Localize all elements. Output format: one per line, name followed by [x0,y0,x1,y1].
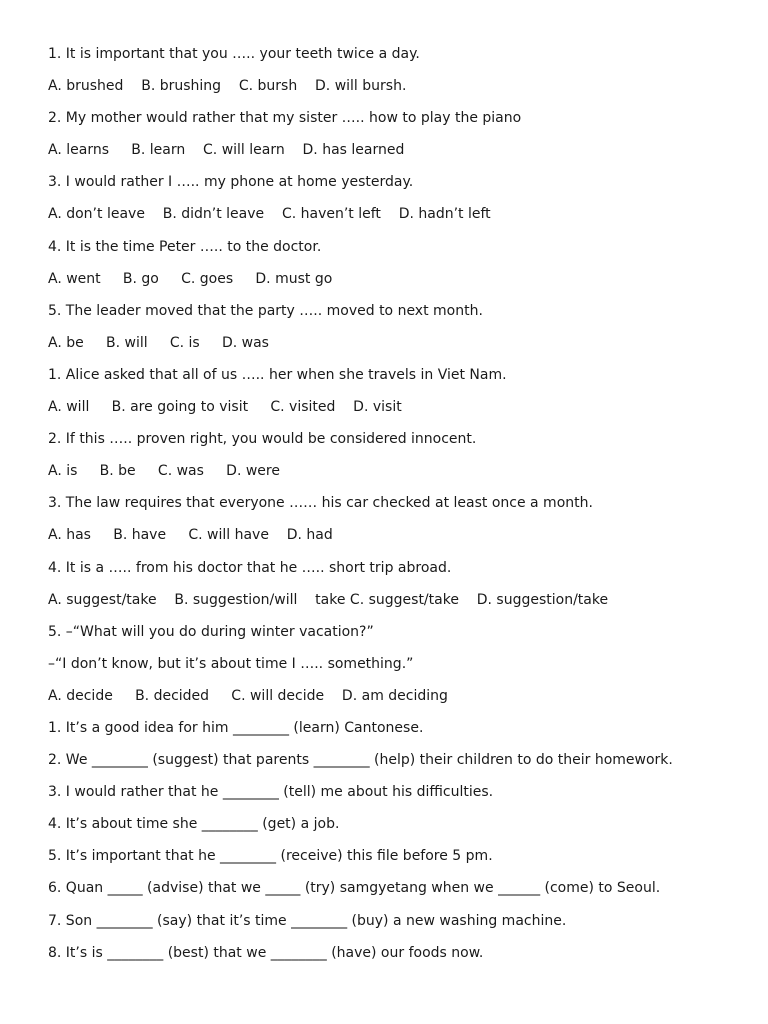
question-2-text: 2. My mother would rather that my sister ….. how to play the piano [48,110,522,127]
exercise-c1: 1. It’s a good idea for him ________ (learn) Cantonese. [48,719,424,736]
question-3-options: A. don’t leave B. didn’t leave C. haven’t left D. hadn’t left [48,206,491,223]
exercise-c8: 8. It’s is ________ (best) that we ________ (have) our foods now. [48,944,484,961]
exercise-c7: 7. Son ________ (say) that it’s time ________ (buy) a new washing machine. [48,912,567,929]
question-4-options: A. went B. go C. goes D. must go [48,270,333,287]
question-b5-text: 5. –“What will you do during winter vacation?” [48,623,374,640]
question-5-text: 5. The leader moved that the party ….. moved to next month. [48,302,483,319]
question-b5-options: A. decide B. decided C. will decide D. am deciding [48,687,448,704]
question-b2-options: A. is B. be C. was D. were [48,463,280,480]
question-b3-text: 3. The law requires that everyone …… his car checked at least once a month. [48,495,593,512]
question-3-text: 3. I would rather I ….. my phone at home yesterday. [48,174,414,191]
exercise-c6: 6. Quan _____ (advise) that we _____ (try) samgyetang when we ______ (come) to Seoul. [48,880,661,897]
question-4-text: 4. It is the time Peter ….. to the doctor. [48,238,322,255]
exercise-c4: 4. It’s about time she ________ (get) a job. [48,816,340,833]
question-b2-text: 2. If this ….. proven right, you would be considered innocent. [48,431,477,448]
exercise-c2: 2. We ________ (suggest) that parents ________ (help) their children to do their homework. [48,752,673,769]
exercise-c3: 3. I would rather that he ________ (tell) me about his difficulties. [48,784,494,801]
question-1-options: A. brushed B. brushing C. bursh D. will bursh. [48,78,407,95]
question-b4-text: 4. It is a ….. from his doctor that he ….. short trip abroad. [48,559,452,576]
question-1-text: 1. It is important that you ….. your teeth twice a day. [48,46,420,62]
question-b4-options: A. suggest/take B. suggestion/will take C. suggest/take D. suggestion/take [48,591,609,608]
question-b1-text: 1. Alice asked that all of us ….. her when she travels in Viet Nam. [48,366,507,383]
exercise-c5: 5. It’s important that he ________ (receive) this file before 5 pm. [48,848,493,865]
question-5-options: A. be B. will C. is D. was [48,334,269,351]
question-2-options: A. learns B. learn C. will learn D. has learned [48,142,405,159]
question-b1-options: A. will B. are going to visit C. visited D. visit [48,399,402,416]
question-b5-reply: –“I don’t know, but it’s about time I ….. something.” [48,655,414,672]
worksheet [48,44,748,975]
question-b3-options: A. has B. have C. will have D. had [48,527,333,544]
